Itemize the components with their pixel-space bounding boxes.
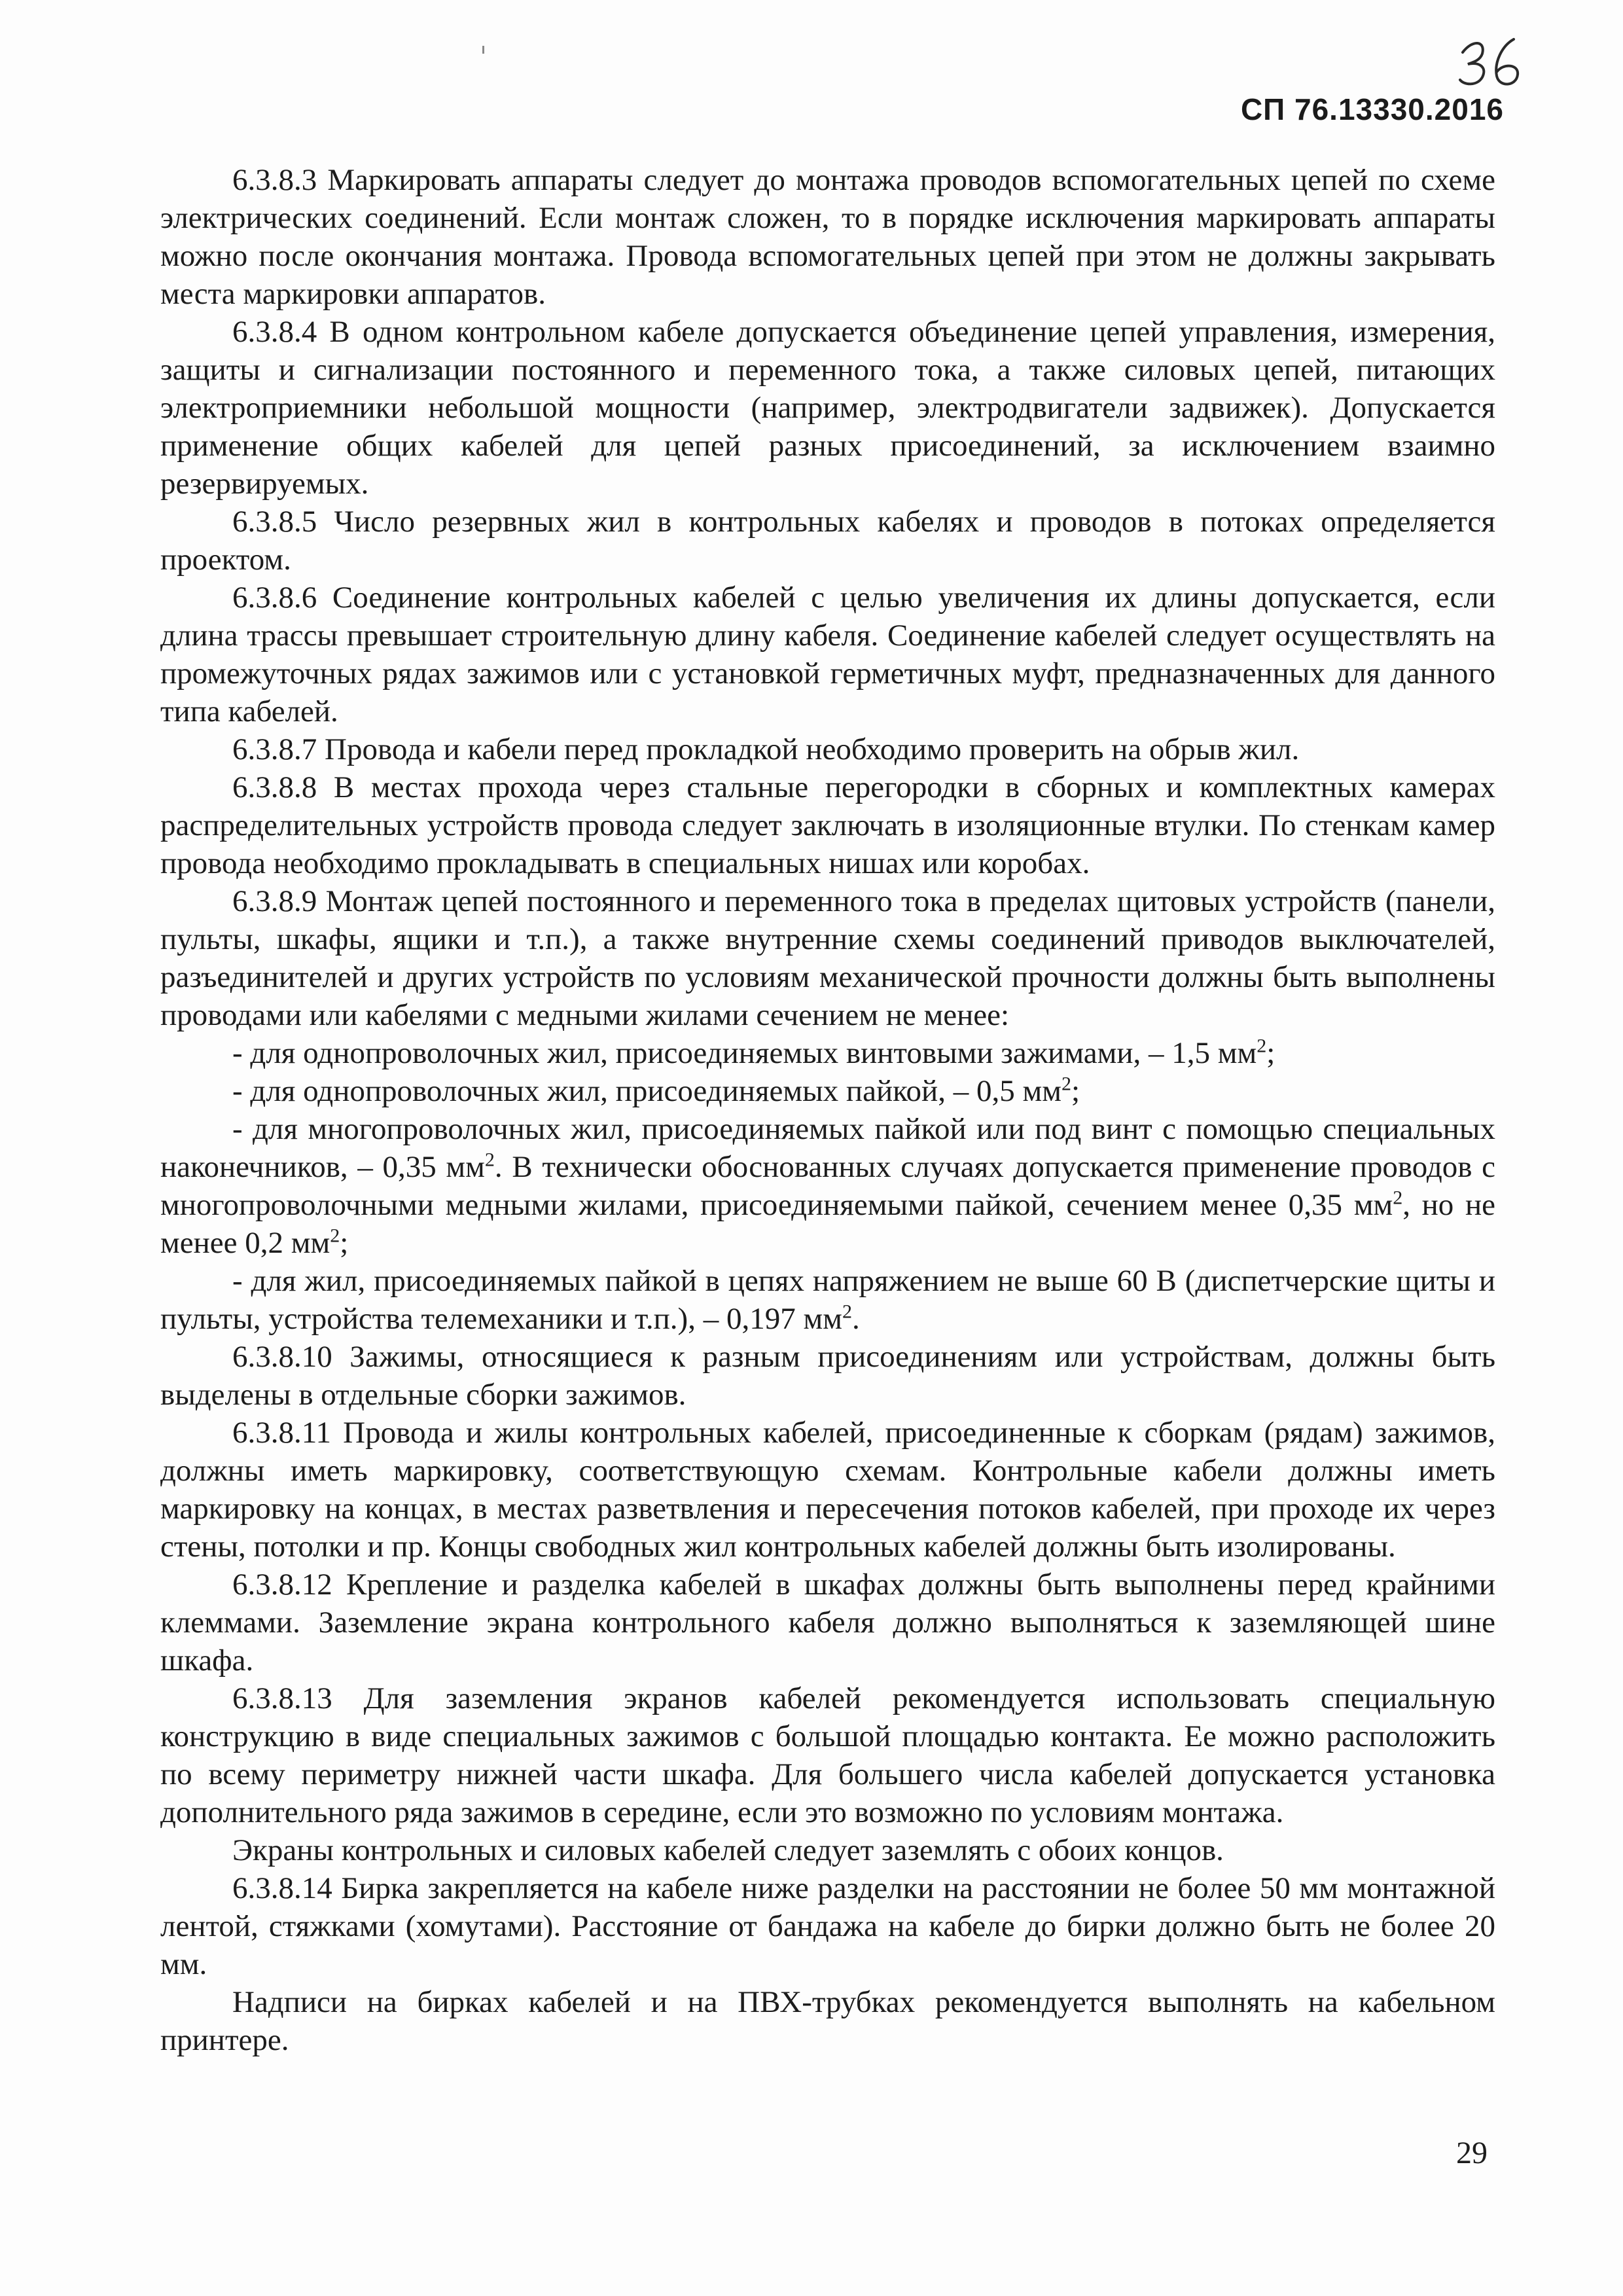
paragraph-label-printing: Надписи на бирках кабелей и на ПВХ-трубках рекомендуется выполнять на кабельном принтере.: [160, 1985, 1495, 2057]
paragraph-6-3-8-7: 6.3.8.7 Провода и кабели перед прокладкой необходимо проверить на обрыв жил.: [232, 732, 1300, 766]
paragraph-6-3-8-4: 6.3.8.4 В одном контрольном кабеле допускается объединение цепей управления, измерения, защиты и сигнализации постоянного и переменного тока, а также силовых цепей, питающих электроприемники небольшой мощности (например, электродвигатели задвижек). Допускается применение общих кабелей для цепей разных присоединений, за исключением взаимно резервируемых.: [160, 315, 1495, 501]
paragraph-6-3-8-11: 6.3.8.11 Провода и жилы контрольных кабелей, присоединенные к сборкам (рядам) зажимов, должны иметь маркировку, соответствующую схемам. Контрольные кабели должны иметь маркировку на концах, в местах разветвления и пересечения потоков кабелей, при проходе их через стены, потолки и пр. Концы свободных жил контрольных кабелей должны быть изолированы.: [160, 1416, 1495, 1564]
scan-speck: [482, 46, 484, 54]
list-item-single-wire-solder: [160, 1072, 1495, 1110]
paragraph-6-3-8-8: 6.3.8.8 В местах прохода через стальные перегородки в сборных и комплектных камерах распределительных устройств провода следует заключать в изоляционные втулки. По стенкам камер провода необходимо прокладывать в специальных нишах или коробах.: [160, 770, 1495, 880]
list-item-text: - для однопроволочных жил, присоединяемых пайкой, – 0,5 мм: [232, 1074, 1061, 1108]
paragraph-6-3-8-6: 6.3.8.6 Соединение контрольных кабелей с целью увеличения их длины допускается, если длина трассы превышает строительную длину кабеля. Соединение кабелей следует осуществлять на промежуточных рядах зажимов или с установкой герметичных муфт, предназначенных для данного типа кабелей.: [160, 581, 1495, 728]
list-item-tail: ;: [340, 1226, 349, 1260]
list-item-text: , но не менее 0,2 мм: [160, 1188, 1495, 1260]
list-item-tail: .: [851, 1302, 860, 1336]
list-item-text: - для однопроволочных жил, присоединяемых винтовыми зажимами, – 1,5 мм: [232, 1036, 1257, 1070]
list-item-multi-wire: [160, 1110, 1495, 1262]
superscript: 2: [484, 1149, 495, 1171]
superscript: 2: [330, 1225, 340, 1247]
list-item-tail: ;: [1266, 1036, 1275, 1070]
list-item-text: - для многопроволочных жил, присоединяемых пайкой или под винт с помощью специальных наконечников, – 0,35 мм: [160, 1112, 1495, 1184]
superscript: 2: [1257, 1035, 1267, 1057]
list-item-single-wire-screw: [160, 1034, 1495, 1072]
handwritten-page-number: [1456, 33, 1528, 92]
document-code: СП 76.13330.2016: [1240, 92, 1504, 126]
paragraph-6-3-8-12: 6.3.8.12 Крепление и разделка кабелей в шкафах должны быть выполнены перед крайними клеммами. Заземление экрана контрольного кабеля должно выполняться к заземляющей шине шкафа.: [160, 1568, 1495, 1677]
paragraph-6-3-8-13: 6.3.8.13 Для заземления экранов кабелей рекомендуется использовать специальную конструкцию в виде специальных зажимов с большой площадью контакта. Ее можно расположить по всему периметру нижней части шкафа. Для большего числа кабелей допускается установка дополнительного ряда зажимов в середине, если это возможно по условиям монтажа.: [160, 1681, 1495, 1829]
superscript: 2: [842, 1300, 852, 1323]
paragraph-6-3-8-3: 6.3.8.3 Маркировать аппараты следует до монтажа проводов вспомогательных цепей по схеме электрических соединений. Если монтаж сложен, то в порядке исключения маркировать аппараты можно после окончания монтажа. Провода вспомогательных цепей при этом не должны закрывать места маркировки аппаратов.: [160, 163, 1495, 311]
page-number: 29: [1456, 2136, 1488, 2170]
superscript: 2: [1061, 1073, 1071, 1095]
paragraph-6-3-8-14: 6.3.8.14 Бирка закрепляется на кабеле ниже разделки на расстоянии не более 50 мм монтажной лентой, стяжками (хомутами). Расстояние от бандажа на кабеле до бирки должно быть не более 20 мм.: [160, 1871, 1495, 1981]
list-item-text: - для жил, присоединяемых пайкой в цепях напряжением не выше 60 В (диспетчерские щиты и пульты, устройства телемеханики и т.п.), – 0,197 мм: [160, 1264, 1495, 1336]
superscript: 2: [1393, 1187, 1403, 1209]
paragraph-6-3-8-9: 6.3.8.9 Монтаж цепей постоянного и переменного тока в пределах щитовых устройств (панели, пульты, шкафы, ящики и т.п.), а также внутренние схемы соединений приводов выключателей, разъединителей и других устройств по условиям механической прочности должны быть выполнены проводами или кабелями с медными жилами сечением не менее:: [160, 884, 1495, 1032]
paragraph-6-3-8-10: 6.3.8.10 Зажимы, относящиеся к разным присоединениям или устройствам, должны быть выделены в отдельные сборки зажимов.: [160, 1340, 1495, 1412]
paragraph-screens-grounding: Экраны контрольных и силовых кабелей следует заземлять с обоих концов.: [232, 1833, 1224, 1867]
list-item-text: . В технически обоснованных случаях допускается применение проводов с многопроволочными медными жилами, присоединяемыми пайкой, сечением менее 0,35 мм: [160, 1150, 1495, 1222]
list-item-low-voltage: [160, 1262, 1495, 1338]
body-text: [160, 161, 1495, 2059]
paragraph-6-3-8-5: 6.3.8.5 Число резервных жил в контрольных кабелях и проводов в потоках определяется проектом.: [160, 505, 1495, 577]
list-item-tail: ;: [1071, 1074, 1080, 1108]
